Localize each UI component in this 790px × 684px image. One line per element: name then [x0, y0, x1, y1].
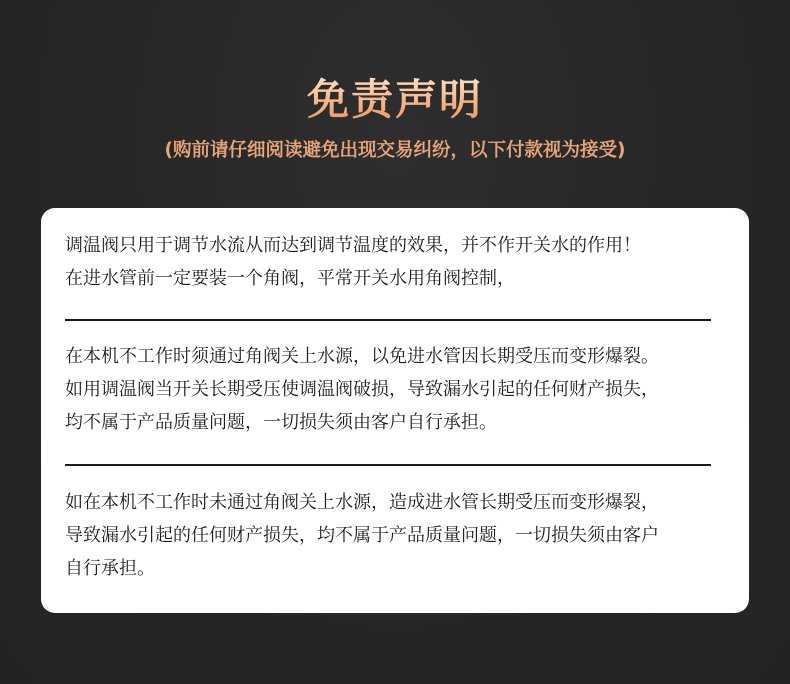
disclaimer-paragraph-1 — [65, 229, 735, 295]
paragraph-line: 在进水管前一定要装一个角阀，平常开关水用角阀控制， — [65, 268, 515, 289]
paragraph-line: 在本机不工作时须通过角阀关上水源，以免进水管因长期受压而变形爆裂。 — [65, 346, 659, 367]
paragraph-line: 自行承担。 — [65, 558, 155, 579]
paragraph-line: 如用调温阀当开关长期受压使调温阀破损，导致漏水引起的任何财产损失， — [65, 379, 659, 400]
divider — [65, 319, 711, 321]
disclaimer-paragraph-3 — [65, 486, 735, 585]
disclaimer-paragraph-2 — [65, 340, 735, 439]
page-title: 免责声明 — [0, 74, 790, 126]
paragraph-line: 导致漏水引起的任何财产损失，均不属于产品质量问题，一切损失须由客户 — [65, 525, 659, 546]
paragraph-line: 如在本机不工作时未通过角阀关上水源，造成进水管长期受压而变形爆裂， — [65, 492, 659, 513]
paragraph-line: 均不属于产品质量问题，一切损失须由客户自行承担。 — [65, 412, 497, 433]
disclaimer-card — [41, 208, 749, 613]
page-subtitle: (购前请仔细阅读避免出现交易纠纷，以下付款视为接受) — [164, 140, 626, 161]
divider — [65, 464, 711, 466]
paragraph-line: 调温阀只用于调节水流从而达到调节温度的效果，并不作开关水的作用！ — [65, 235, 641, 256]
